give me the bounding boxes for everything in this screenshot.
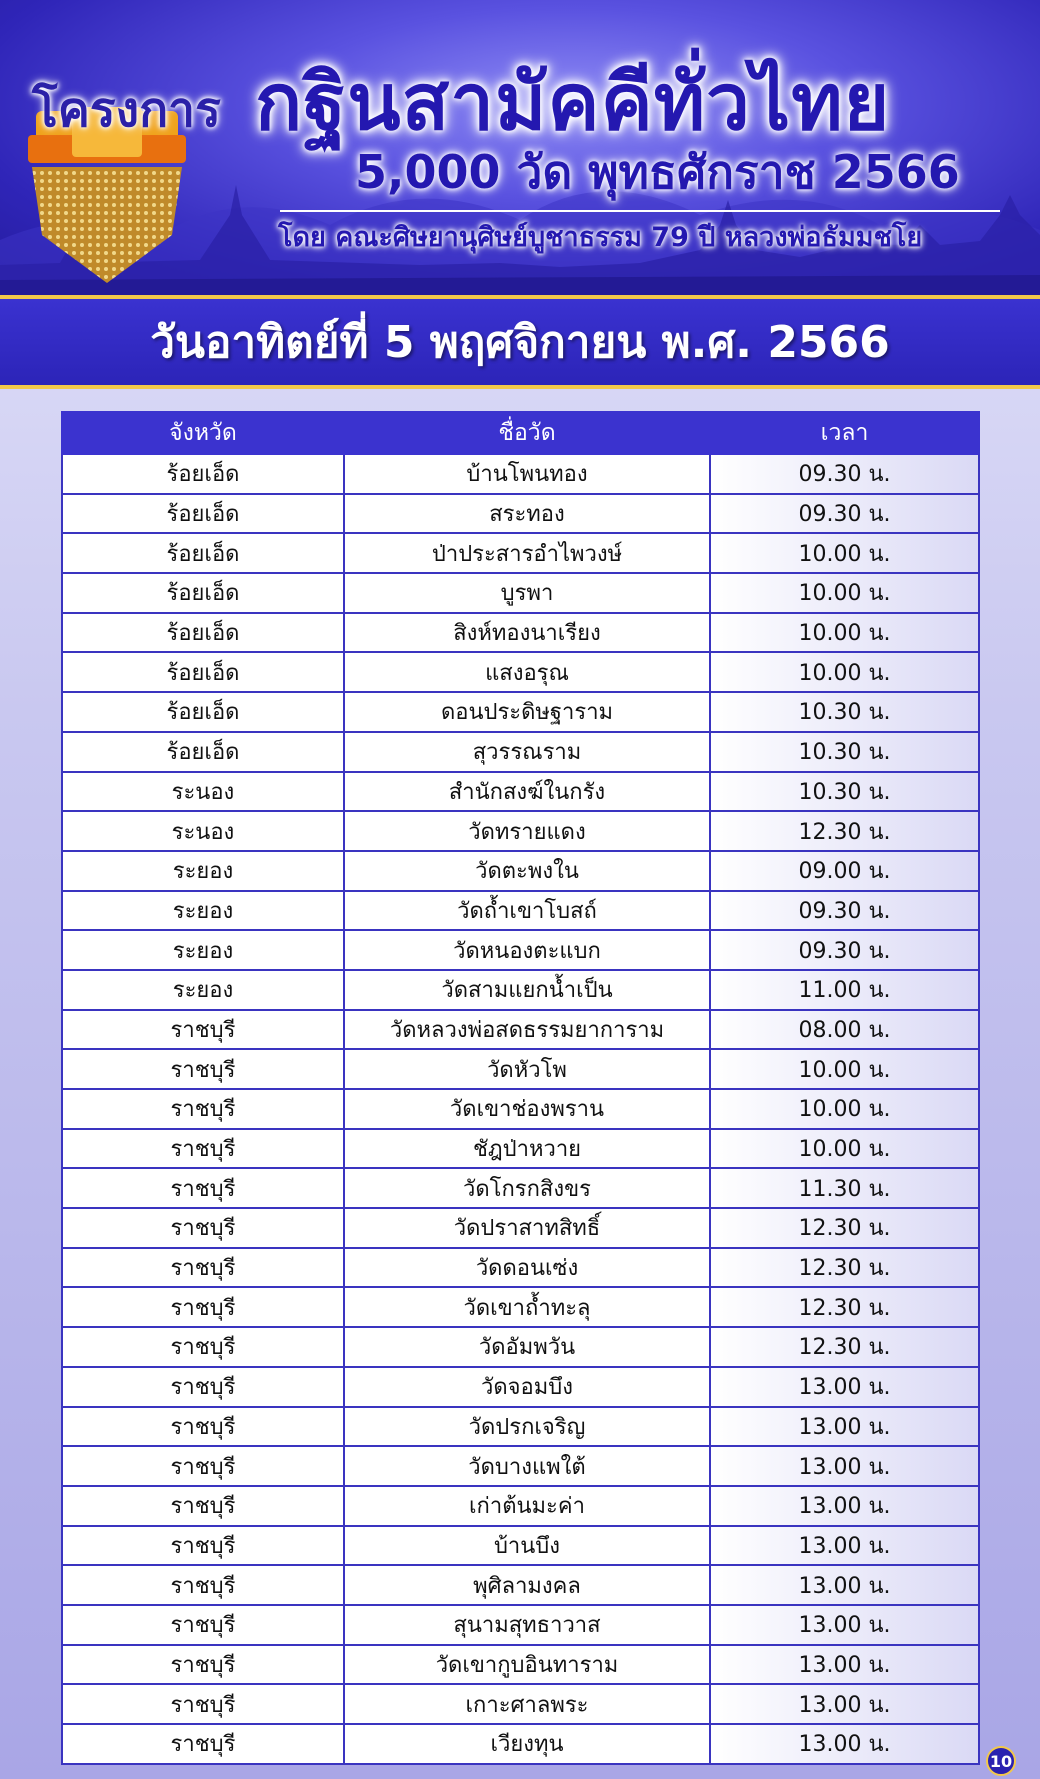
temple-name-cell: วัดถ้ำเขาโบสถ์ [344,891,710,931]
table-row [62,772,979,812]
temple-name-cell: วัดทรายแดง [344,811,710,851]
province-cell: ร้อยเอ็ด [62,652,344,692]
table-row [62,1129,979,1169]
province-cell: ราชบุรี [62,1367,344,1407]
province-cell: ราชบุรี [62,1248,344,1288]
table-row [62,1605,979,1645]
temple-name-cell: วัดสามแยกน้ำเป็น [344,970,710,1010]
column-header-time: เวลา [710,412,979,454]
table-row [62,613,979,653]
temple-name-cell: วัดบางแพใต้ [344,1446,710,1486]
time-cell: 10.00 น. [710,1049,979,1089]
province-cell: ราชบุรี [62,1684,344,1724]
time-cell: 11.00 น. [710,970,979,1010]
table-row [62,970,979,1010]
table-header-row [62,412,979,454]
temple-name-cell: สุวรรณราม [344,732,710,772]
table-row [62,1010,979,1050]
table-row [62,1565,979,1605]
province-cell: ราชบุรี [62,1327,344,1367]
table-row [62,1367,979,1407]
temple-name-cell: แสงอรุณ [344,652,710,692]
temple-name-cell: วัดอัมพวัน [344,1327,710,1367]
page-subtitle: 5,000 วัด พุทธศักราช 2566 [355,145,960,199]
table-row [62,692,979,732]
temple-name-cell: บ้านบึง [344,1526,710,1566]
time-cell: 09.30 น. [710,930,979,970]
column-header-temple: ชื่อวัด [344,412,710,454]
temple-name-cell: สำนักสงฆ์ในกรัง [344,772,710,812]
page-title: กฐินสามัคคีทั่วไทย [255,58,891,148]
date-text: วันอาทิตย์ที่ 5 พฤศจิกายน พ.ศ. 2566 [150,317,890,368]
table-row [62,1287,979,1327]
time-cell: 10.30 น. [710,772,979,812]
table-row [62,454,979,494]
temple-name-cell: วัดดอนเซ่ง [344,1248,710,1288]
time-cell: 10.30 น. [710,732,979,772]
province-cell: ราชบุรี [62,1010,344,1050]
temple-name-cell: บ้านโพนทอง [344,454,710,494]
time-cell: 13.00 น. [710,1605,979,1645]
temple-name-cell: สระทอง [344,494,710,534]
time-cell: 13.00 น. [710,1724,979,1764]
province-cell: ราชบุรี [62,1645,344,1685]
table-row [62,1407,979,1447]
table-row [62,1089,979,1129]
temple-name-cell: วัดปรกเจริญ [344,1407,710,1447]
province-cell: ระยอง [62,891,344,931]
province-cell: ราชบุรี [62,1049,344,1089]
table-row [62,1486,979,1526]
province-cell: ราชบุรี [62,1446,344,1486]
time-cell: 10.00 น. [710,1089,979,1129]
temple-name-cell: ชัฎป่าหวาย [344,1129,710,1169]
table-row [62,533,979,573]
province-cell: ร้อยเอ็ด [62,732,344,772]
province-cell: ราชบุรี [62,1407,344,1447]
temple-name-cell: บูรพา [344,573,710,613]
table-row [62,1168,979,1208]
header [0,0,1040,295]
temple-name-cell: วัดปราสาทสิทธิ์ [344,1208,710,1248]
time-cell: 13.00 น. [710,1645,979,1685]
schedule-table [61,411,980,1765]
province-cell: ร้อยเอ็ด [62,494,344,534]
province-cell: ระยอง [62,970,344,1010]
time-cell: 10.00 น. [710,573,979,613]
temple-name-cell: วัดหลวงพ่อสดธรรมยาการาม [344,1010,710,1050]
time-cell: 12.30 น. [710,1327,979,1367]
table-row [62,1645,979,1685]
temple-name-cell: สุนามสุทธาวาส [344,1605,710,1645]
table-row [62,652,979,692]
time-cell: 13.00 น. [710,1684,979,1724]
province-cell: ร้อยเอ็ด [62,533,344,573]
province-cell: ราชบุรี [62,1208,344,1248]
temple-name-cell: สิงห์ทองนาเรียง [344,613,710,653]
time-cell: 11.30 น. [710,1168,979,1208]
table-row [62,1724,979,1764]
province-cell: ระยอง [62,930,344,970]
time-cell: 12.30 น. [710,1287,979,1327]
province-cell: ราชบุรี [62,1486,344,1526]
temple-name-cell: เก่าต้นมะค่า [344,1486,710,1526]
date-banner [0,295,1040,389]
temple-name-cell: วัดเขาถ้ำทะลุ [344,1287,710,1327]
time-cell: 10.00 น. [710,533,979,573]
time-cell: 13.00 น. [710,1367,979,1407]
temple-name-cell: วัดตะพงใน [344,851,710,891]
time-cell: 13.00 น. [710,1565,979,1605]
table-row [62,1208,979,1248]
temple-name-cell: พุศิลามงคล [344,1565,710,1605]
project-label: โครงการ [32,82,221,138]
table-row [62,1248,979,1288]
table-row [62,573,979,613]
time-cell: 10.00 น. [710,1129,979,1169]
province-cell: ร้อยเอ็ด [62,613,344,653]
province-cell: ระนอง [62,772,344,812]
temple-name-cell: วัดจอมบึง [344,1367,710,1407]
table-row [62,1526,979,1566]
temple-name-cell: วัดเขากูบอินทาราม [344,1645,710,1685]
table-row [62,1684,979,1724]
temple-name-cell: วัดหนองตะแบก [344,930,710,970]
province-cell: ราชบุรี [62,1565,344,1605]
time-cell: 13.00 น. [710,1486,979,1526]
table-row [62,1446,979,1486]
temple-name-cell: ดอนประดิษฐาราม [344,692,710,732]
temple-name-cell: เกาะศาลพระ [344,1684,710,1724]
time-cell: 09.30 น. [710,494,979,534]
province-cell: ราชบุรี [62,1526,344,1566]
province-cell: ราชบุรี [62,1129,344,1169]
temple-name-cell: วัดเขาช่องพราน [344,1089,710,1129]
table-row [62,891,979,931]
byline-divider [280,210,1000,212]
province-cell: ระยอง [62,851,344,891]
province-cell: ราชบุรี [62,1168,344,1208]
time-cell: 09.30 น. [710,891,979,931]
time-cell: 13.00 น. [710,1407,979,1447]
time-cell: 12.30 น. [710,811,979,851]
time-cell: 08.00 น. [710,1010,979,1050]
table-row [62,494,979,534]
table-row [62,930,979,970]
province-cell: ราชบุรี [62,1724,344,1764]
province-cell: ระนอง [62,811,344,851]
province-cell: ราชบุรี [62,1089,344,1129]
province-cell: ร้อยเอ็ด [62,573,344,613]
time-cell: 10.00 น. [710,652,979,692]
time-cell: 12.30 น. [710,1208,979,1248]
temple-name-cell: วัดโกรกสิงขร [344,1168,710,1208]
temple-name-cell: วัดหัวโพ [344,1049,710,1089]
byline: โดย คณะศิษยานุศิษย์บูชาธรรม 79 ปี หลวงพ่อธัมมชโย [278,222,923,253]
column-header-province: จังหวัด [62,412,344,454]
table-row [62,1327,979,1367]
time-cell: 10.00 น. [710,613,979,653]
table-row [62,732,979,772]
time-cell: 10.30 น. [710,692,979,732]
province-cell: ร้อยเอ็ด [62,454,344,494]
time-cell: 13.00 น. [710,1526,979,1566]
table-row [62,1049,979,1089]
page-number-badge: 10 [986,1746,1016,1776]
time-cell: 13.00 น. [710,1446,979,1486]
time-cell: 12.30 น. [710,1248,979,1288]
province-cell: ราชบุรี [62,1605,344,1645]
temple-name-cell: เวียงทุน [344,1724,710,1764]
time-cell: 09.00 น. [710,851,979,891]
province-cell: ราชบุรี [62,1287,344,1327]
temple-name-cell: ป่าประสารอำไพวงษ์ [344,533,710,573]
table-row [62,811,979,851]
time-cell: 09.30 น. [710,454,979,494]
table-row [62,851,979,891]
province-cell: ร้อยเอ็ด [62,692,344,732]
